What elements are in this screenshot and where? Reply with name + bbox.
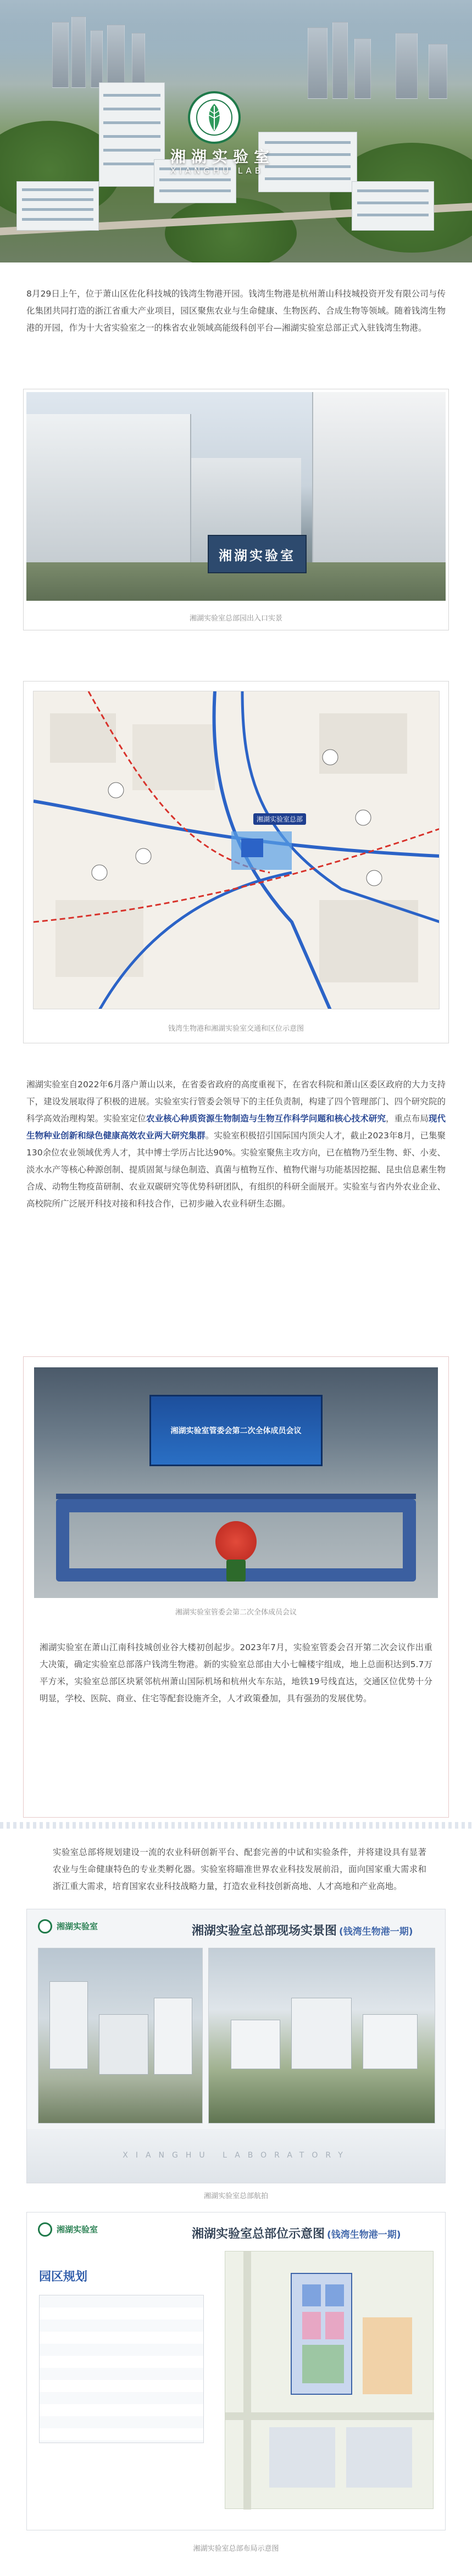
board2-title-main: 湘湖实验室总部位示意图 <box>192 2227 325 2241</box>
headquarters-paragraph: 湘湖实验室在萧山江南科技城创业谷大楼初创起步。2023年7月，实验室管委会召开第二次会议作出重大决策，确定实验室总部落户钱湾生物港。新的实验室总部由大小七幢楼宇组成，地上总面积达到5.7万平方米，实验室总部区块紧邻杭州萧山国际机场和杭州火车东站，地铁19号线直达，交通区位优势十分明显，学校、医院、商业、住宅等配套设施齐全，人才政策叠加，具有强劲的发展优势。 <box>40 1642 432 1703</box>
development-text-c: 。实验室积极招引国际国内顶尖人才，截止2023年8月，已集聚130余位农业领域优秀人才，其中博士学历占比达90%。实验室聚焦主攻方向，已在植物乃至生物、虾、小麦、淡水水产等核心种源创制、提质固氮与绿色制造、真菌与植物互作、植物代谢与功能基因挖掘、昆虫信息素生物合成、动物生物疫苗研制、农业双碳研究等优势科研团队，有组织的科研全面展开。实验室与省内外农业企业、高校院所广泛展开科技对接和科技合作，已初步融入农业科研生态圈。 <box>26 1131 446 1209</box>
board2-logo-icon <box>38 2222 52 2237</box>
board1-title-main: 湘湖实验室总部现场实景图 <box>192 1924 337 1938</box>
meeting-photo <box>34 1367 438 1598</box>
board1-logo-icon <box>38 1919 52 1934</box>
development-text-a: 湘湖实验室自2022年6月落户萧山以来，在省委省政府的高度重视下，在省农科院和萧山区委区政府的大力支持下，建设发展取得了积极的进展。实验室实行管委会领导下的主任负责制，构建了四个管理部门、四个研究院的科学高效治理构架。实验室定位 <box>26 1080 446 1124</box>
research-cluster-highlight: 现代生物种业创新和绿色健康高效农业两大研究集群 <box>26 1114 446 1141</box>
board1-title-suffix: (钱湾生物港一期) <box>339 1926 413 1937</box>
future-plan-paragraph: 实验室总部将规划建设一流的农业科研创新平台、配套完善的中试和实验条件，并将建设具有显著农业与生命健康特色的专业类孵化器。实验室将瞄准世界农业科技发展前沿，面向国家重大需求和浙江重大需求，培育国家农业科技战略力量，打造农业科技创新高地、人才高地和产业高地。 <box>53 1847 426 1891</box>
intro-paragraph: 8月29日上午，位于萧山区佐化科技城的钱湾生物港开园。钱湾生物港是杭州萧山科技城投资开发有限公司与传化集团共同打造的浙江省重大产业项目，园区聚焦农业与生命健康、生物医药、合成生物等领域。随着钱湾生物港的开园，作为十大省实验室之一的株省农业领域高能级科创平台—湘湖实验室总部正式入驻钱湾生物港。 <box>26 289 446 333</box>
entrance-sign-text: 湘湖实验室 <box>219 547 296 563</box>
hero-lab-name-en: XIANGHU LAB <box>170 166 264 176</box>
hero-lab-name: 湘湖实验室 <box>170 148 275 166</box>
board1-title <box>192 1921 413 1938</box>
board2-title-suffix: (钱湾生物港一期) <box>327 2229 401 2240</box>
research-focus-highlight: 农业核心种质资源生物制造与生物互作科学问题和核心技术研究 <box>146 1114 386 1124</box>
map-caption: 钱湾生物港和湘湖实验室交通和区位示意图 <box>168 1025 304 1033</box>
aerial-board <box>26 1909 446 2183</box>
layout-caption: 湘湖实验室总部布局示意图 <box>193 2545 279 2553</box>
aerial-caption: 湘湖实验室总部航拍 <box>203 2192 268 2200</box>
board2-legend-table <box>39 2295 204 2443</box>
entrance-photo-caption: 湘湖实验室总部园出入口实景 <box>189 614 282 623</box>
layout-board <box>26 2212 446 2530</box>
meeting-screen <box>149 1395 323 1466</box>
lab-emblem-icon <box>188 91 241 144</box>
meeting-screen-text: 湘湖实验室管委会第二次全体成员会议 <box>170 1427 302 1435</box>
board2-section-label: 园区规划 <box>39 2270 88 2284</box>
development-text-b: ，重点布局 <box>386 1114 429 1124</box>
hero-banner <box>0 0 472 262</box>
meeting-caption: 湘湖实验室管委会第二次全体成员会议 <box>175 1608 297 1617</box>
map-pin-label: 湘湖实验室总部 <box>253 813 306 825</box>
board1-footer-text: XIANGHU LABORATORY <box>123 2151 351 2160</box>
board1-logo-text: 湘湖实验室 <box>57 1921 98 1931</box>
section-divider <box>0 1822 472 1829</box>
board2-site-plan <box>225 2251 434 2509</box>
entrance-sign <box>208 535 307 573</box>
board2-logo-text: 湘湖实验室 <box>57 2225 98 2234</box>
hero-logo <box>165 88 346 176</box>
entrance-photo <box>26 392 446 601</box>
board2-title <box>192 2225 401 2242</box>
development-paragraph <box>26 1076 446 1212</box>
location-map <box>33 691 440 1009</box>
